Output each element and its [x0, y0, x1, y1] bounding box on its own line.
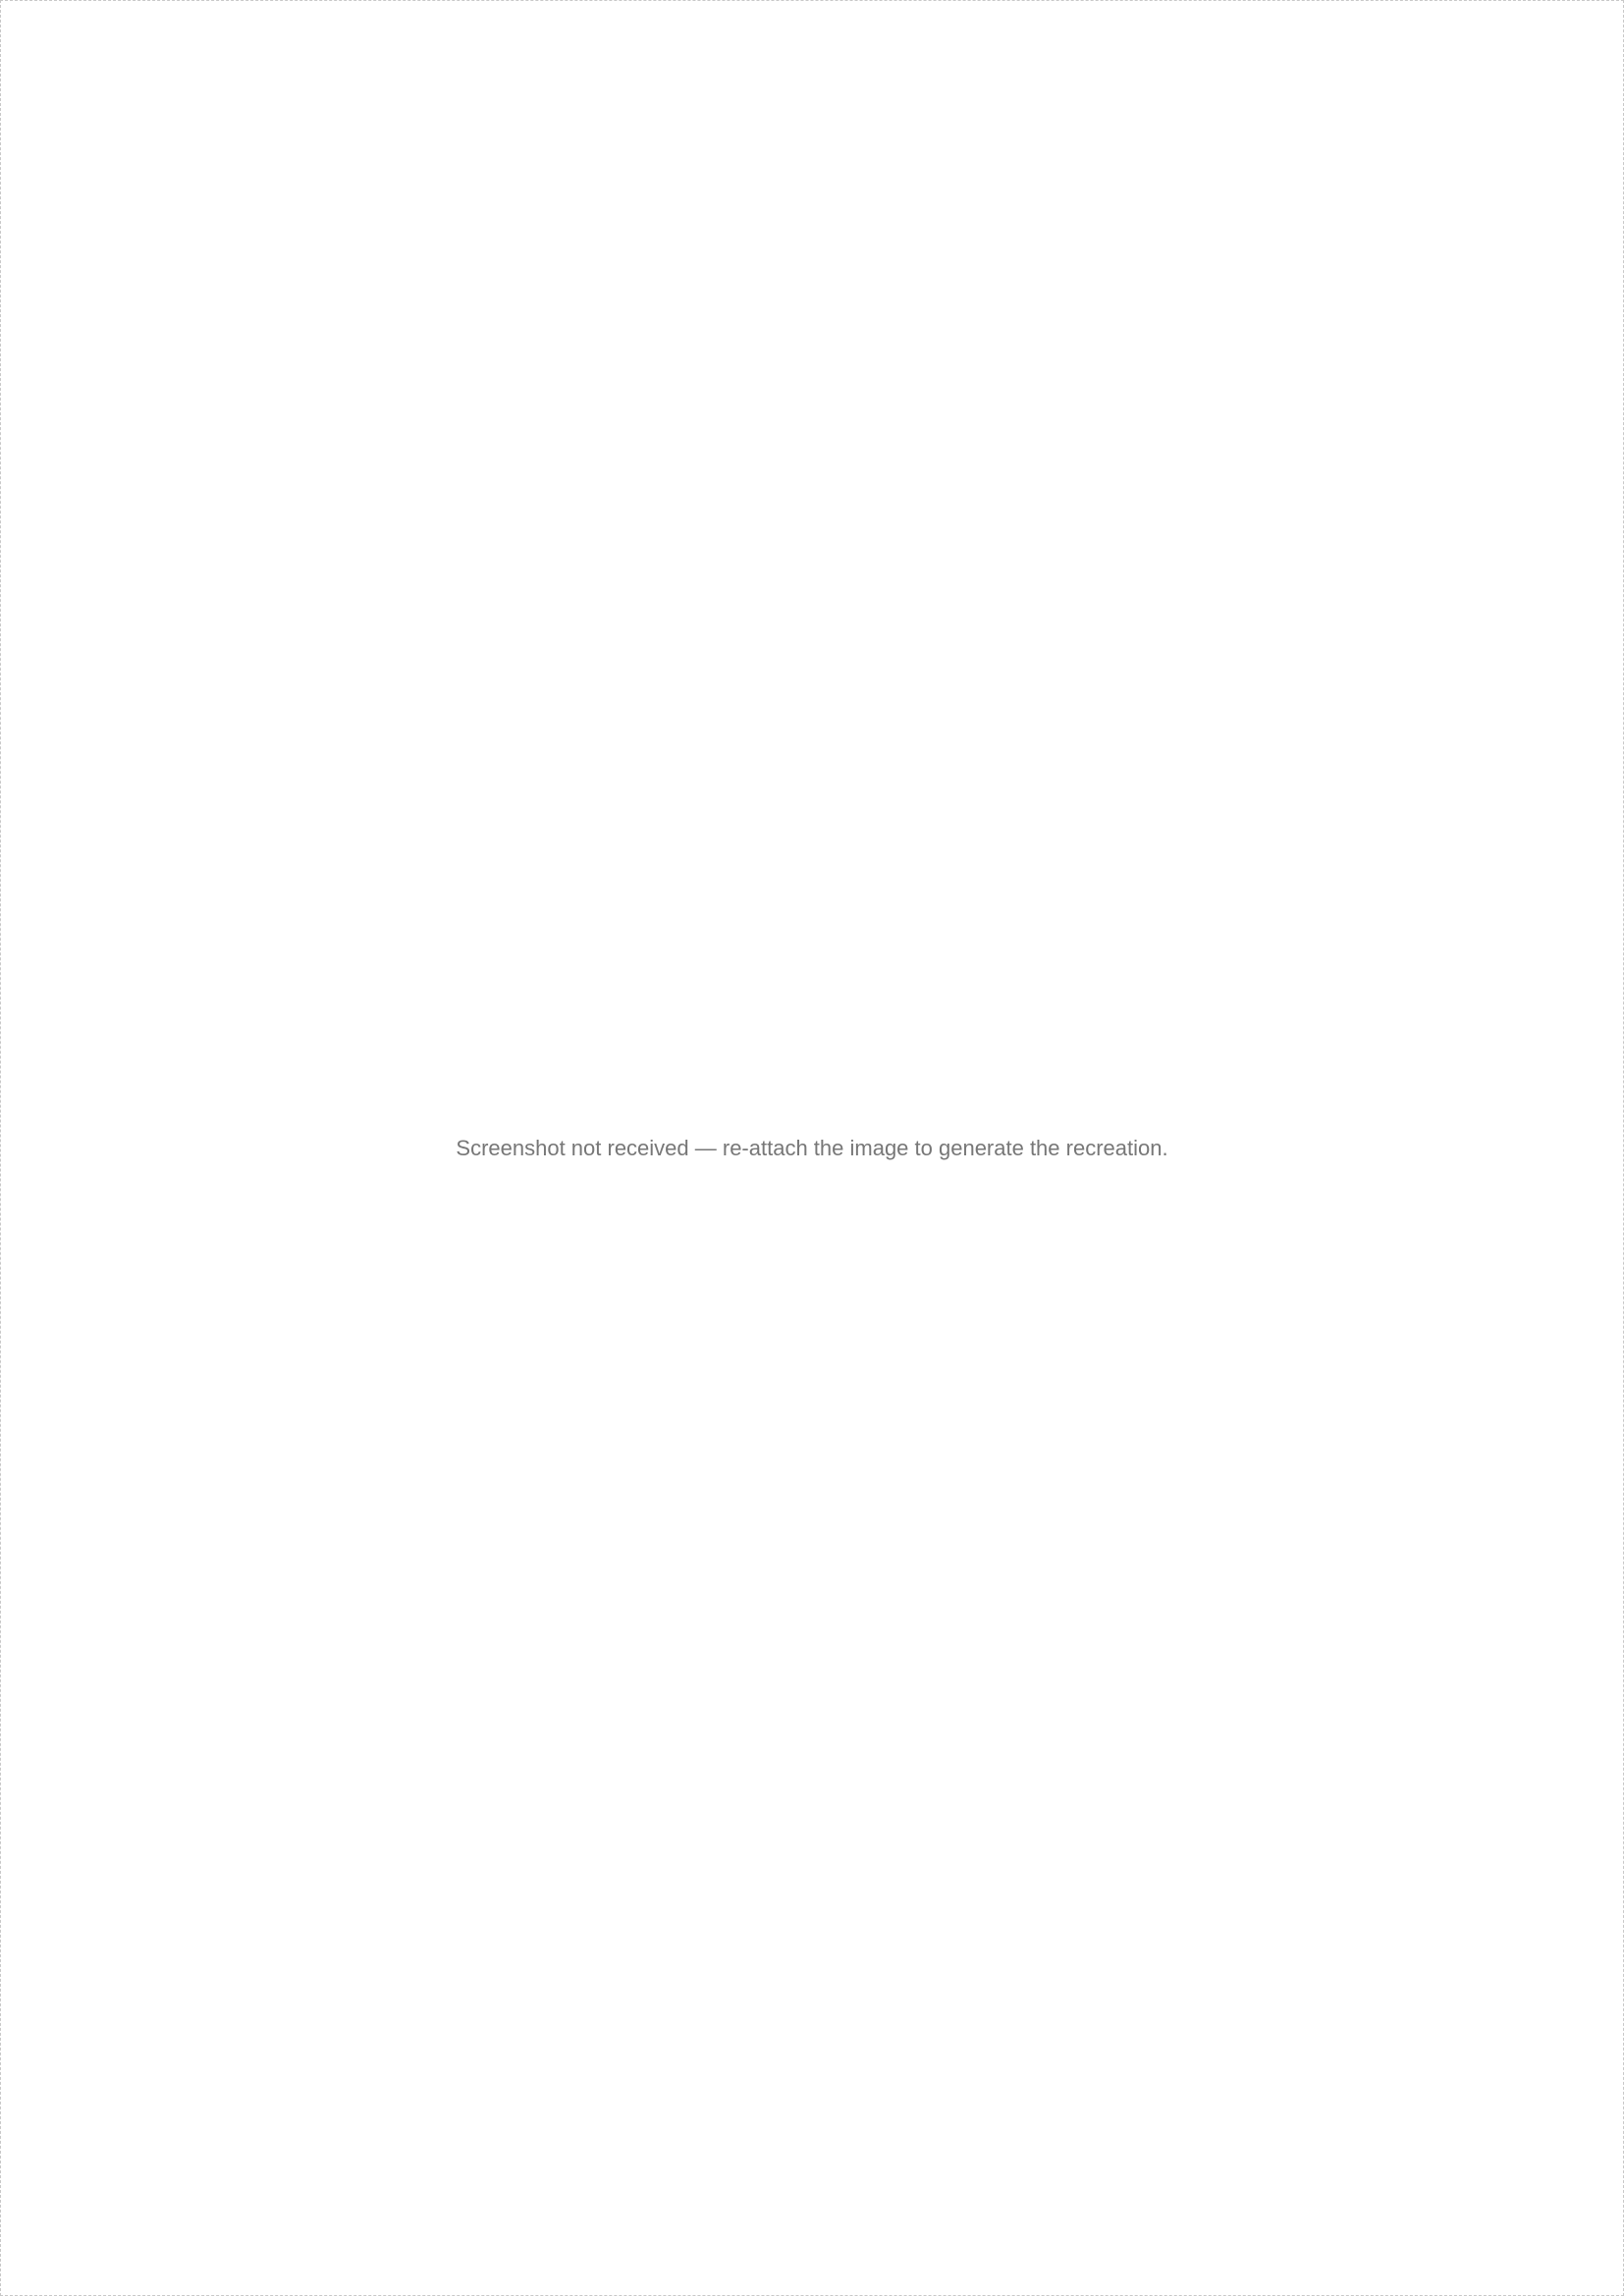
notice-text: Screenshot not received — re-attach the image to generate the recreation. — [456, 1135, 1168, 1160]
